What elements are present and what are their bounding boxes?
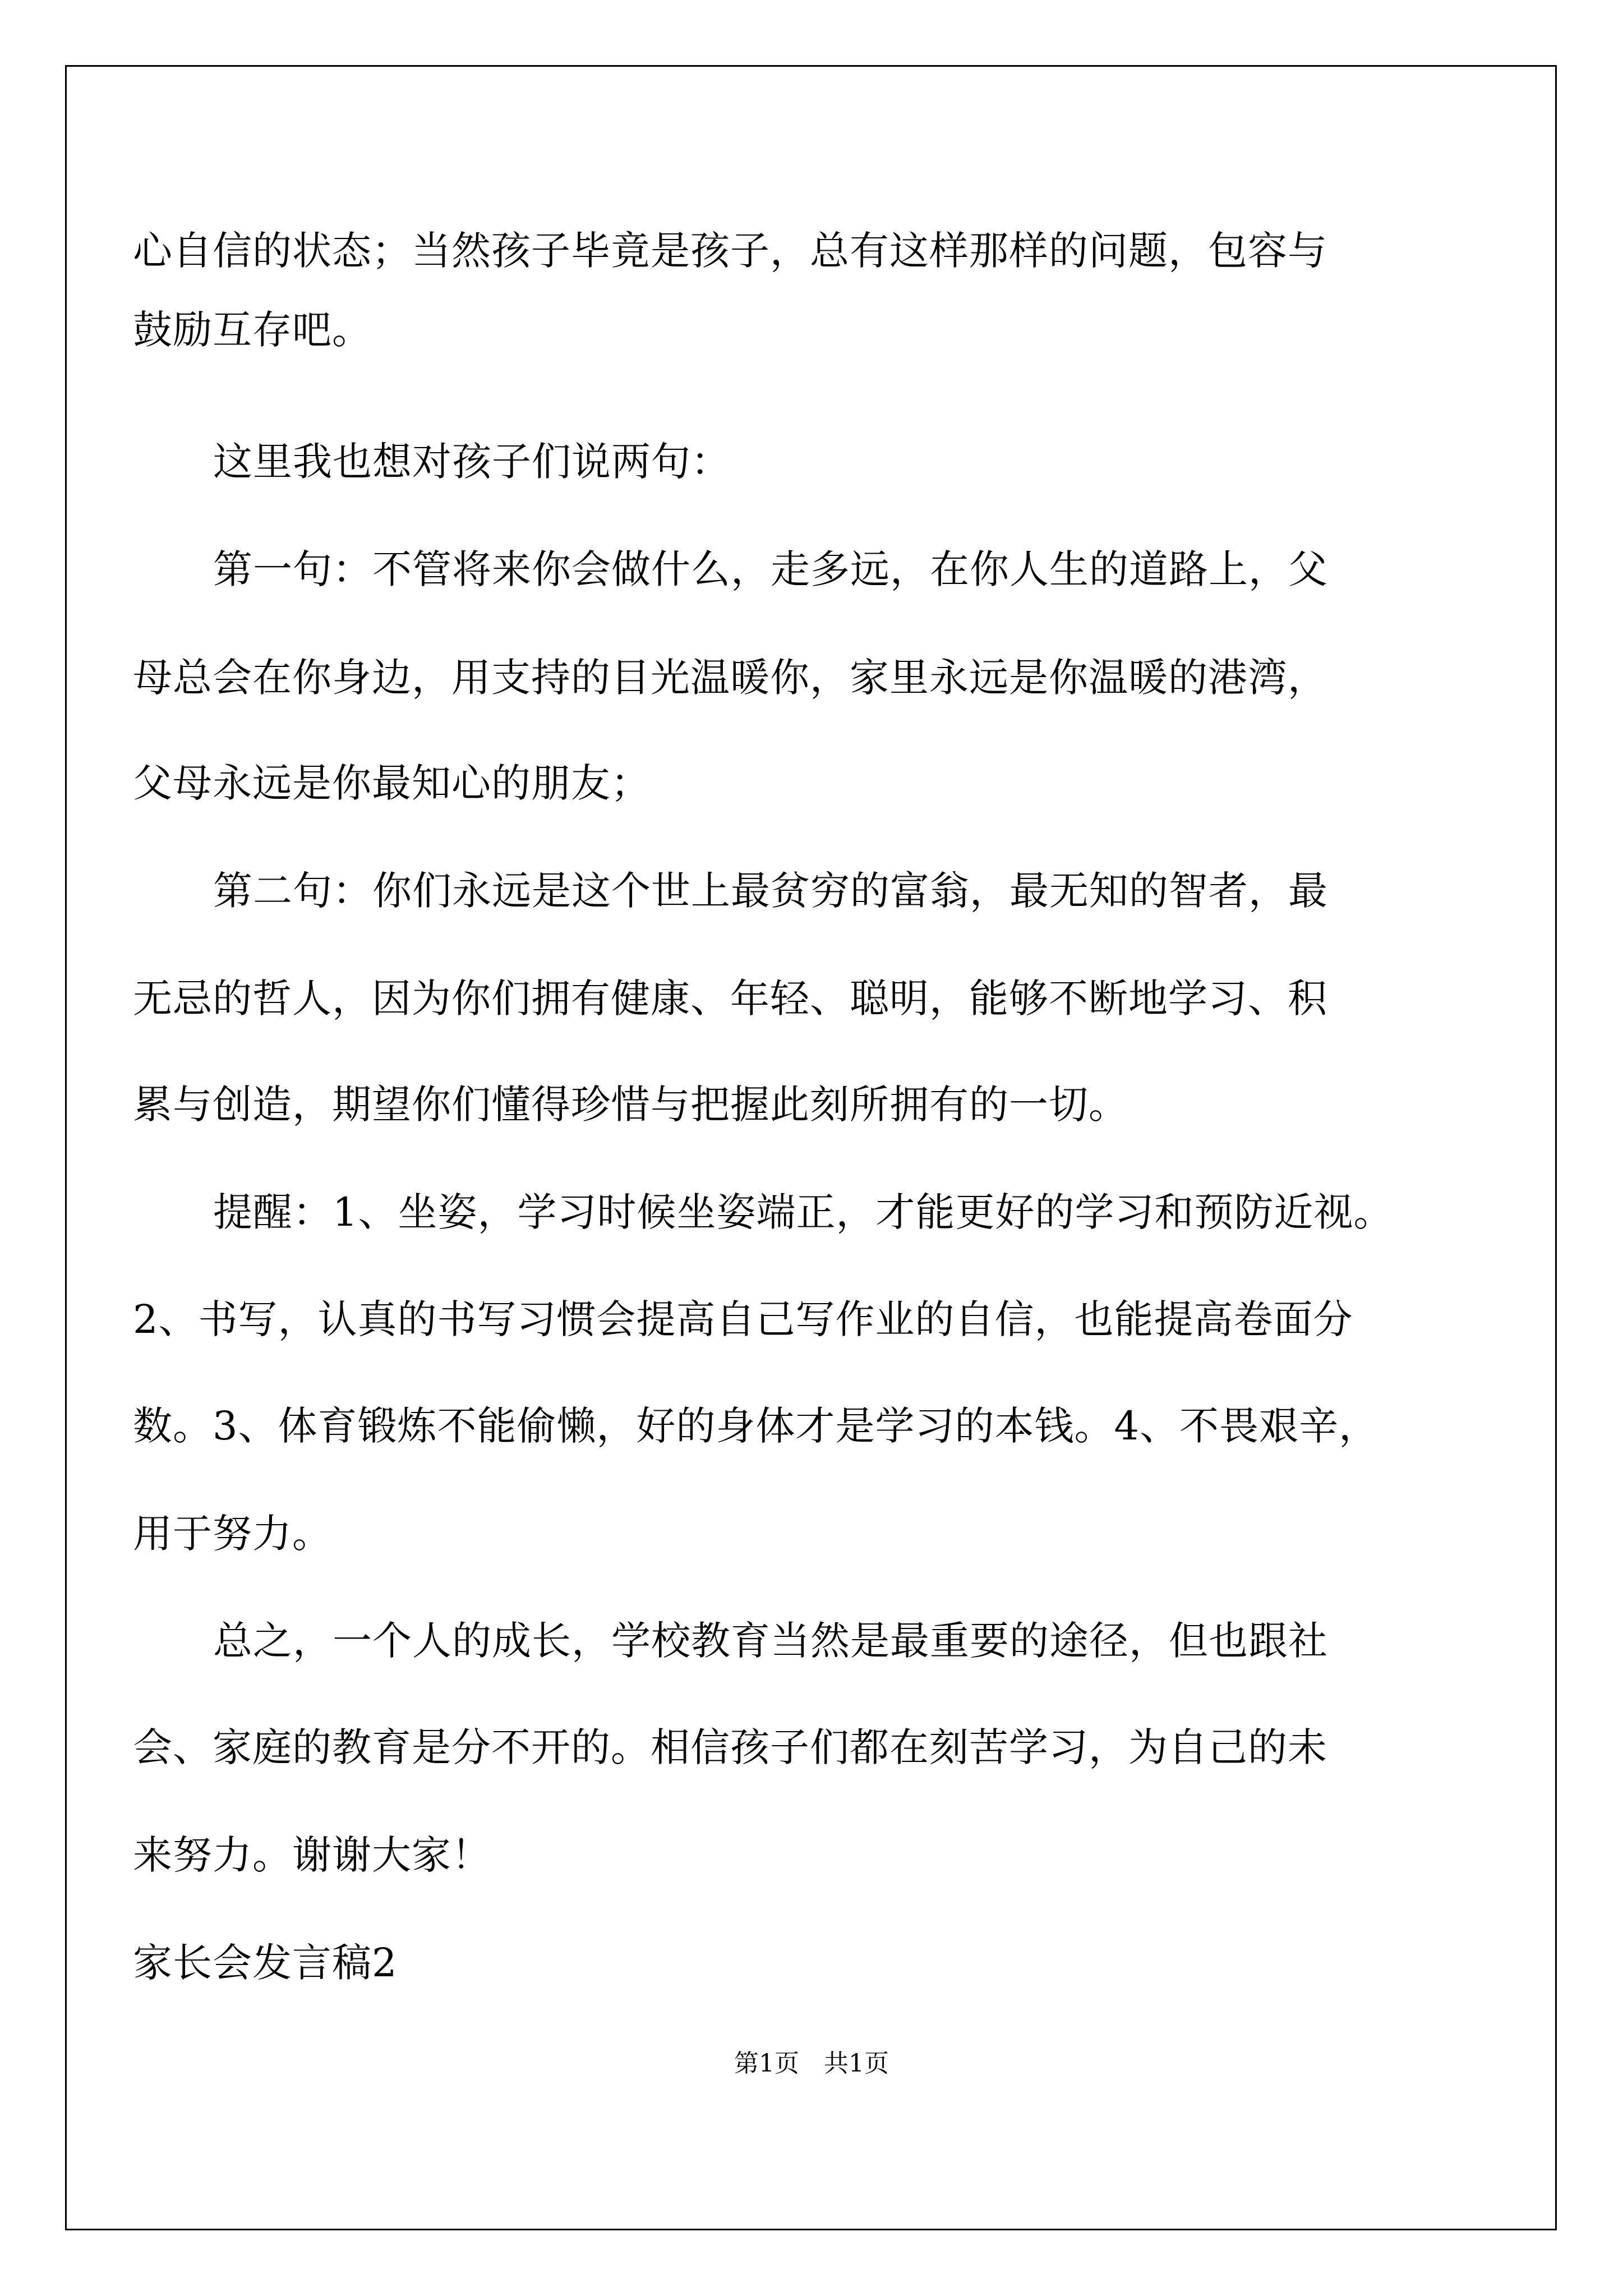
paragraph-line: 心自信的状态；当然孩子毕竟是孩子，总有这样那样的问题，包容与 (133, 228, 1327, 274)
paragraph-line: 鼓励互存吧。 (133, 307, 372, 353)
paragraph-line: 母总会在你身边，用支持的目光温暖你，家里永远是你温暖的港湾， (133, 655, 1327, 701)
paragraph-line: 这里我也想对孩子们说两句： (213, 439, 731, 485)
paragraph-line: 第一句：不管将来你会做什么，走多远，在你人生的道路上，父 (213, 546, 1328, 592)
paragraph-line: 累与创造，期望你们懂得珍惜与把握此刻所拥有的一切。 (133, 1082, 1128, 1128)
paragraph-line: 第二句：你们永远是这个世上最贫穷的富翁，最无知的智者，最 (213, 868, 1328, 914)
paragraph-line: 父母永远是你最知心的朋友； (133, 760, 651, 806)
paragraph-line: 数。3、体育锻炼不能偷懒，好的身体才是学习的本钱。4、不畏艰辛， (133, 1403, 1379, 1449)
paragraph-line: 总之，一个人的成长，学校教育当然是最重要的途径，但也跟社 (213, 1618, 1328, 1664)
paragraph-line: 来努力。谢谢大家！ (133, 1832, 491, 1878)
paragraph-line: 提醒：1、坐姿，学习时候坐姿端正，才能更好的学习和预防近视。 (213, 1189, 1394, 1235)
paragraph-line: 会、家庭的教育是分不开的。相信孩子们都在刻苦学习，为自己的未 (133, 1724, 1327, 1770)
paragraph-line: 无忌的哲人，因为你们拥有健康、年轻、聪明，能够不断地学习、积 (133, 976, 1327, 1022)
section-heading: 家长会发言稿2 (133, 1940, 398, 1986)
page-number-footer: 第1页 共1页 (734, 2049, 889, 2078)
paragraph-line: 用于努力。 (133, 1511, 332, 1557)
paragraph-line: 2、书写，认真的书写习惯会提高自己写作业的自信，也能提高卷面分 (133, 1296, 1353, 1342)
page-border (65, 65, 1557, 2230)
